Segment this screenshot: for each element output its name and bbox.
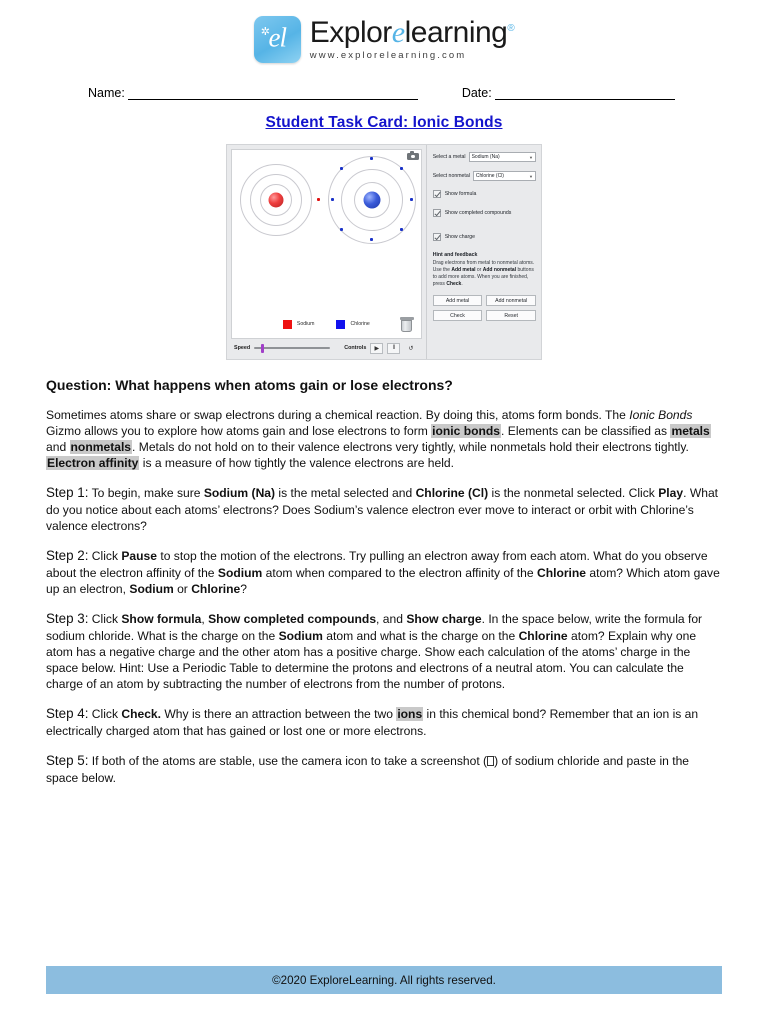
add-nonmetal-button[interactable]: Add nonmetal xyxy=(486,295,536,306)
logo-brand-part1: Explor xyxy=(309,15,392,49)
hint-seg: buttons to add more atoms. When you are finished, press xyxy=(432,267,534,288)
trash-body xyxy=(401,320,412,332)
text-seg: Why is there an attraction between the two xyxy=(161,707,397,722)
legend-label: Chlorine xyxy=(350,321,370,327)
explorelearning-logo xyxy=(254,16,515,63)
hint-bold-add-metal: Add metal xyxy=(451,267,476,274)
name-date-row xyxy=(88,86,768,100)
term-ions: ions xyxy=(397,707,423,722)
ionic-bonds-gizmo xyxy=(226,144,542,360)
text-seg: If both of the atoms are stable, use the camera icon to take a screenshot ( xyxy=(88,753,488,768)
select-nonmetal-value: Chlorine (Cl) xyxy=(475,173,504,179)
sodium-valence-electron[interactable] xyxy=(317,198,320,201)
registered-mark: ® xyxy=(507,22,515,34)
select-nonmetal-dropdown[interactable] xyxy=(473,171,536,181)
chlorine-electron[interactable] xyxy=(370,238,373,241)
bold-sodium: Sodium xyxy=(129,581,174,596)
text-seg: . What do you notice about each atoms’ electrons? Does Sodium’s valence electron ever move to interact or orbit with Chlorine’s valence electrons? xyxy=(46,485,719,533)
select-nonmetal-label: Select nonmetal xyxy=(432,173,470,179)
checkbox-show-formula[interactable] xyxy=(433,190,536,198)
term-ionic-bonds: ionic bonds xyxy=(432,423,501,438)
date-input-line[interactable] xyxy=(495,87,675,100)
chlorine-electron[interactable] xyxy=(370,157,373,160)
footer-bar xyxy=(46,966,722,994)
play-button[interactable]: ▶ xyxy=(370,343,383,354)
step-2-paragraph xyxy=(46,547,722,597)
date-label: Date: xyxy=(461,86,492,100)
text-seg: ? xyxy=(240,581,247,596)
text-seg: Click xyxy=(88,611,122,626)
text-seg: Sometimes atoms share or swap electrons during a chemical reaction. By doing this, atoms form bonds. The xyxy=(46,407,630,422)
logo-wordmark xyxy=(309,15,515,61)
hint-seg: . xyxy=(461,281,463,288)
chlorine-electron[interactable] xyxy=(400,167,403,170)
text-seg: ) of sodium chloride and paste in the space below. xyxy=(46,753,690,785)
hint-seg: Drag electrons from metal to nonmetal atoms. Use the xyxy=(432,260,535,274)
text-seg: , and xyxy=(376,611,407,626)
speed-label: Speed xyxy=(234,345,251,351)
speed-slider-thumb[interactable] xyxy=(261,344,264,353)
hint-and-feedback-text xyxy=(433,260,536,288)
text-seg: Gizmo allows you to explore how atoms gain and lose electrons to form xyxy=(46,423,432,438)
copyright-text: ©2020 ExploreLearning. All rights reserved. xyxy=(272,973,496,987)
chlorine-nucleus xyxy=(364,192,381,209)
add-metal-button[interactable]: Add metal xyxy=(433,295,483,306)
gizmo-control-panel xyxy=(426,145,541,359)
checkbox-label: Show completed compounds xyxy=(444,210,512,216)
checkbox-show-completed-compounds[interactable] xyxy=(433,209,536,217)
step-4-number: Step 4: xyxy=(46,706,89,722)
text-seg: atom and what is the charge on the xyxy=(322,628,519,643)
hint-bold-check: Check xyxy=(446,281,462,288)
text-seg: Click xyxy=(88,548,122,563)
checkbox-label: Show charge xyxy=(444,234,475,240)
bold-chlorine: Chlorine xyxy=(518,628,568,643)
checkbox-show-charge[interactable] xyxy=(433,233,536,241)
speed-slider[interactable] xyxy=(254,347,330,350)
step-1-paragraph xyxy=(46,484,722,534)
text-seg: to stop the motion of the electrons. Try pulling an electron away from each atom. What do you observe about the electron affinity of the xyxy=(46,548,708,580)
page-title: Student Task Card: Ionic Bonds xyxy=(265,114,503,131)
reset-button[interactable]: ↺ xyxy=(408,345,414,352)
chlorine-electron[interactable] xyxy=(340,167,343,170)
text-seg: or xyxy=(173,581,192,596)
bold-sodium: Sodium xyxy=(217,565,263,580)
text-seg: is the nonmetal selected. Click xyxy=(488,485,659,500)
bold-show-completed-compounds: Show completed compounds xyxy=(208,611,377,626)
chlorine-electron[interactable] xyxy=(340,228,343,231)
question-heading: Question: What happens when atoms gain or lose electrons? xyxy=(46,377,453,393)
hint-bold-add-nonmetal: Add nonmetal xyxy=(482,267,517,274)
reset-button[interactable]: Reset xyxy=(486,310,536,321)
bold-show-formula: Show formula xyxy=(121,611,202,626)
term-nonmetals: nonmetals xyxy=(70,439,132,454)
select-metal-dropdown[interactable] xyxy=(469,152,536,162)
text-seg: , xyxy=(201,611,209,626)
checkmark-icon xyxy=(433,190,441,198)
chevron-down-icon: ▼ xyxy=(529,173,533,179)
chlorine-electron[interactable] xyxy=(331,198,334,201)
task-card-content xyxy=(46,376,722,786)
text-seg: Click xyxy=(88,707,122,722)
step-1-number: Step 1: xyxy=(46,484,89,500)
legend-item xyxy=(283,320,315,329)
logo-url: www.explorelearning.com xyxy=(309,49,467,61)
intro-paragraph xyxy=(46,407,722,471)
bold-check: Check. xyxy=(121,707,162,722)
bold-play: Play xyxy=(658,485,684,500)
el-monogram: el xyxy=(268,22,286,53)
controls-label: Controls xyxy=(344,345,367,351)
checkmark-icon xyxy=(433,209,441,217)
term-electron-affinity: Electron affinity xyxy=(47,455,139,470)
text-seg: atom? Explain why one atom has a negative charge and the other atom has a positive charge. Show each calculation of the atoms’ charge in the space below. Hint: Use a Periodic Table to determine the protons and electrons of a neutral atom. You can calculate the charge of an atom by subtracting the number of electrons from the number of protons. xyxy=(46,628,697,691)
bold-sodium-na: Sodium (Na) xyxy=(203,485,276,500)
text-seg: atom when compared to the electron affinity of the xyxy=(262,565,537,580)
step-5-paragraph xyxy=(46,752,722,786)
chevron-down-icon: ▼ xyxy=(529,154,533,160)
logo-brand-name xyxy=(309,15,515,49)
select-metal-value: Sodium (Na) xyxy=(471,154,500,160)
hint-and-feedback-title: Hint and feedback xyxy=(432,252,478,258)
bold-chlorine: Chlorine xyxy=(191,581,241,596)
bold-chlorine-cl: Chlorine (Cl) xyxy=(415,485,489,500)
step-3-paragraph xyxy=(46,610,722,692)
sparkle-icon: ✲ xyxy=(260,25,270,38)
step-5-number: Step 5: xyxy=(46,752,89,768)
checkbox-label: Show formula xyxy=(444,191,477,197)
hint-seg: or xyxy=(475,267,483,274)
pause-button[interactable]: ‖ xyxy=(387,343,400,354)
logo-brand-part2: learning xyxy=(404,15,508,49)
text-seg: . Elements can be classified as xyxy=(501,423,671,438)
sodium-nucleus xyxy=(269,193,284,208)
checkmark-icon xyxy=(433,233,441,241)
legend-label: Sodium xyxy=(296,321,315,327)
sodium-atom[interactable] xyxy=(240,164,312,236)
bold-sodium: Sodium xyxy=(278,628,323,643)
camera-icon[interactable] xyxy=(407,151,419,160)
text-seg: and xyxy=(46,439,70,454)
gizmo-playback-bar xyxy=(231,339,422,357)
select-metal-row xyxy=(433,152,536,162)
select-nonmetal-row xyxy=(433,171,536,181)
term-metals: metals xyxy=(671,423,710,438)
name-input-line[interactable] xyxy=(128,87,418,100)
trash-can-icon[interactable] xyxy=(401,317,413,332)
chlorine-electron[interactable] xyxy=(410,198,413,201)
chlorine-electron[interactable] xyxy=(400,228,403,231)
gizmo-canvas[interactable] xyxy=(231,149,422,339)
name-label: Name: xyxy=(88,86,125,100)
text-seg: in this chemical bond? Remember that an ion is an electrically charged atom that has gained or lost one or more electrons. xyxy=(46,707,699,738)
logo-brand-swoosh: e xyxy=(391,15,405,49)
gizmo-screenshot-wrap xyxy=(0,144,768,360)
select-metal-label: Select a metal xyxy=(432,154,466,160)
step-4-paragraph xyxy=(46,705,722,739)
text-seg: . In the space below, write the formula for sodium chloride. What is the charge on the xyxy=(46,611,703,643)
el-logo-mark-icon xyxy=(254,16,301,63)
text-seg: . Metals do not hold on to their valence electrons very tightly, while nonmetals hold their electrons tightly. xyxy=(132,439,689,454)
gizmo-button-grid xyxy=(433,295,536,321)
bold-pause: Pause xyxy=(121,548,157,563)
gizmo-legend xyxy=(232,314,421,334)
gizmo-simulation-area xyxy=(227,145,426,359)
sodium-color-swatch xyxy=(283,320,292,329)
check-button[interactable]: Check xyxy=(433,310,483,321)
text-seg: is the metal selected and xyxy=(275,485,416,500)
step-2-number: Step 2: xyxy=(46,547,89,563)
step-3-number: Step 3: xyxy=(46,610,89,626)
bold-chlorine: Chlorine xyxy=(536,565,587,580)
legend-item xyxy=(336,320,369,329)
bold-show-charge: Show charge xyxy=(406,611,482,626)
text-seg: is a measure of how tightly the valence electrons are held. xyxy=(139,455,454,470)
gizmo-name-italic: Ionic Bonds xyxy=(629,407,693,422)
chlorine-color-swatch xyxy=(336,320,345,329)
text-seg: To begin, make sure xyxy=(88,485,204,500)
camera-lens xyxy=(411,155,415,159)
logo-header xyxy=(0,0,768,68)
text-seg: atom? Which atom gave up an electron, xyxy=(46,565,720,596)
